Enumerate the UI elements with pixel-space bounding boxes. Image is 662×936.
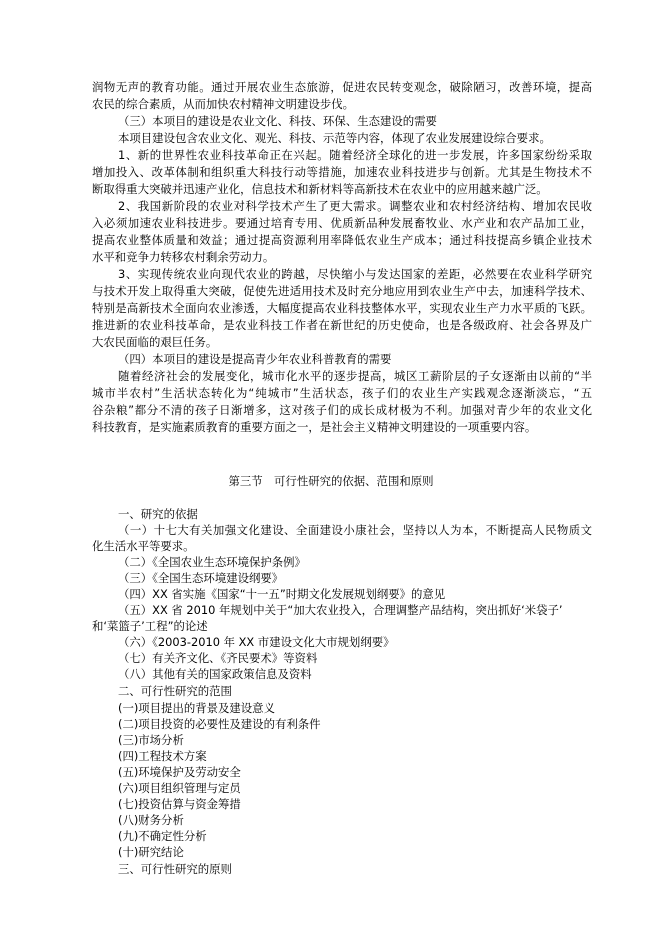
body-line: 随着经济社会的发展变化，城市化水平的逐步提高，城区工薪阶层的子女逐渐由以前的“半 [118,369,592,383]
section-heading: 二、可行性研究的范围 [118,684,232,698]
body-line: 提高农业整体质量和效益；通过提高资源利用率降低农业生产成本；通过科技提高乡镇企业技术 [92,233,592,247]
body-line: 断取得重大突破并迅速产业化，信息技术和新材料等高新技术在农业中的应用越来越广泛。 [92,182,548,196]
section-heading: （四）本项目的建设是提高青少年农业科普教育的需要 [118,352,392,366]
body-line: 城市半农村”生活状态转化为“纯城市”生活状态，孩子们的农业生产实践观念逐渐淡忘，“五 [92,386,592,400]
body-line: 与技术开发上取得重大突破，促使先进适用技术及时充分地应用到农业生产中去，加速科学技术、 [92,284,592,298]
list-item: （四）XX 省实施《国家“十一五”时期文化发展规划纲要》的意见 [118,587,446,601]
body-line: 特别是高新技术全面向农业渗透，大幅度提高农业科技整体水平，实现农业生产力水平质的飞跃。 [92,301,592,315]
body-line: 大农民面临的艰巨任务。 [92,335,218,349]
body-line: 2、我国新阶段的农业对科学技术产生了更大需求。调整农业和农村经济结构、增加农民收 [118,199,592,213]
body-line: 水平和竞争力转移农村剩余劳动力。 [92,250,275,264]
body-line: 增加投入、改革体制和组织重大科技行动等措施，加速农业科技进步与创新。尤其是生物技术不 [92,165,592,179]
body-line: 润物无声的教育功能。通过开展农业生态旅游，促进农民转变观念，破除陋习，改善环境，提高 [92,80,592,94]
list-item: (十)研究结论 [118,845,184,859]
list-item: （七）有关齐文化、《齐民要术》等资料 [118,651,318,665]
body-line: 入必须加速农业科技进步。要通过培育专用、优质新品种发展畜牧业、水产业和农产品加工业， [92,216,592,230]
section-heading: 三、可行性研究的原则 [118,862,232,876]
body-line: 谷杂粮”都分不清的孩子日渐增多，这对孩子们的成长成材极为不利。加强对青少年的农业文化 [92,403,592,417]
list-item: (四)工程技术方案 [118,749,207,763]
list-item: (三)市场分析 [118,733,184,747]
list-item: (一)项目提出的背景及建设意义 [118,701,275,715]
body-line: 推进新的农业科技革命，是农业科技工作者在新世纪的历史使命，也是各级政府、社会各界及广 [92,318,592,332]
section-heading: （三）本项目的建设是农业文化、科技、环保、生态建设的需要 [118,114,437,128]
list-item: (六)项目组织管理与定员 [118,781,241,795]
body-line: 农民的综合素质，从而加快农村精神文明建设步伐。 [92,97,354,111]
chapter-title: 第三节 可行性研究的依据、范围和原则 [228,474,434,488]
list-item: (五)环境保护及劳动安全 [118,765,241,779]
list-item: （八）其他有关的国家政策信息及资料 [118,667,312,681]
body-line: 本项目建设包含农业文化、观光、科技、示范等内容，体现了农业发展建设综合要求。 [118,131,551,145]
list-item: 和‘菜篮子’工程”的论述 [92,619,208,633]
body-line: 3、实现传统农业向现代农业的跨越，尽快缩小与发达国家的差距，必然要在农业科学研究 [118,267,592,281]
list-item: （三）《全国生态环境建设纲要》 [118,571,284,585]
list-item: (七)投资估算与资金筹措 [118,797,241,811]
section-heading: 一、研究的依据 [118,507,198,521]
list-item: 化生活水平等要求。 [92,539,195,553]
body-line: 1、新的世界性农业科技革命正在兴起。随着经济全球化的进一步发展，许多国家纷纷采取 [118,148,592,162]
list-item: （一）十七大有关加强文化建设、全面建设小康社会，坚持以人为本，不断提高人民物质文 [118,523,592,537]
list-item: （五）XX 省 2010 年规划中关于“加大农业投入，合理调整产品结构，突出抓好‘米袋子’ [118,603,563,617]
body-line: 科技教育，是实施素质教育的重要方面之一，是社会主义精神文明建设的一项重要内容。 [92,420,537,434]
list-item: （六）《2003-2010 年 XX 市建设文化大市规划纲要》 [118,635,395,649]
list-item: (九)不确定性分析 [118,829,207,843]
list-item: (八)财务分析 [118,813,184,827]
list-item: （二）《全国农业生态环境保护条例》 [118,555,306,569]
list-item: (二)项目投资的必要性及建设的有利条件 [118,717,321,731]
